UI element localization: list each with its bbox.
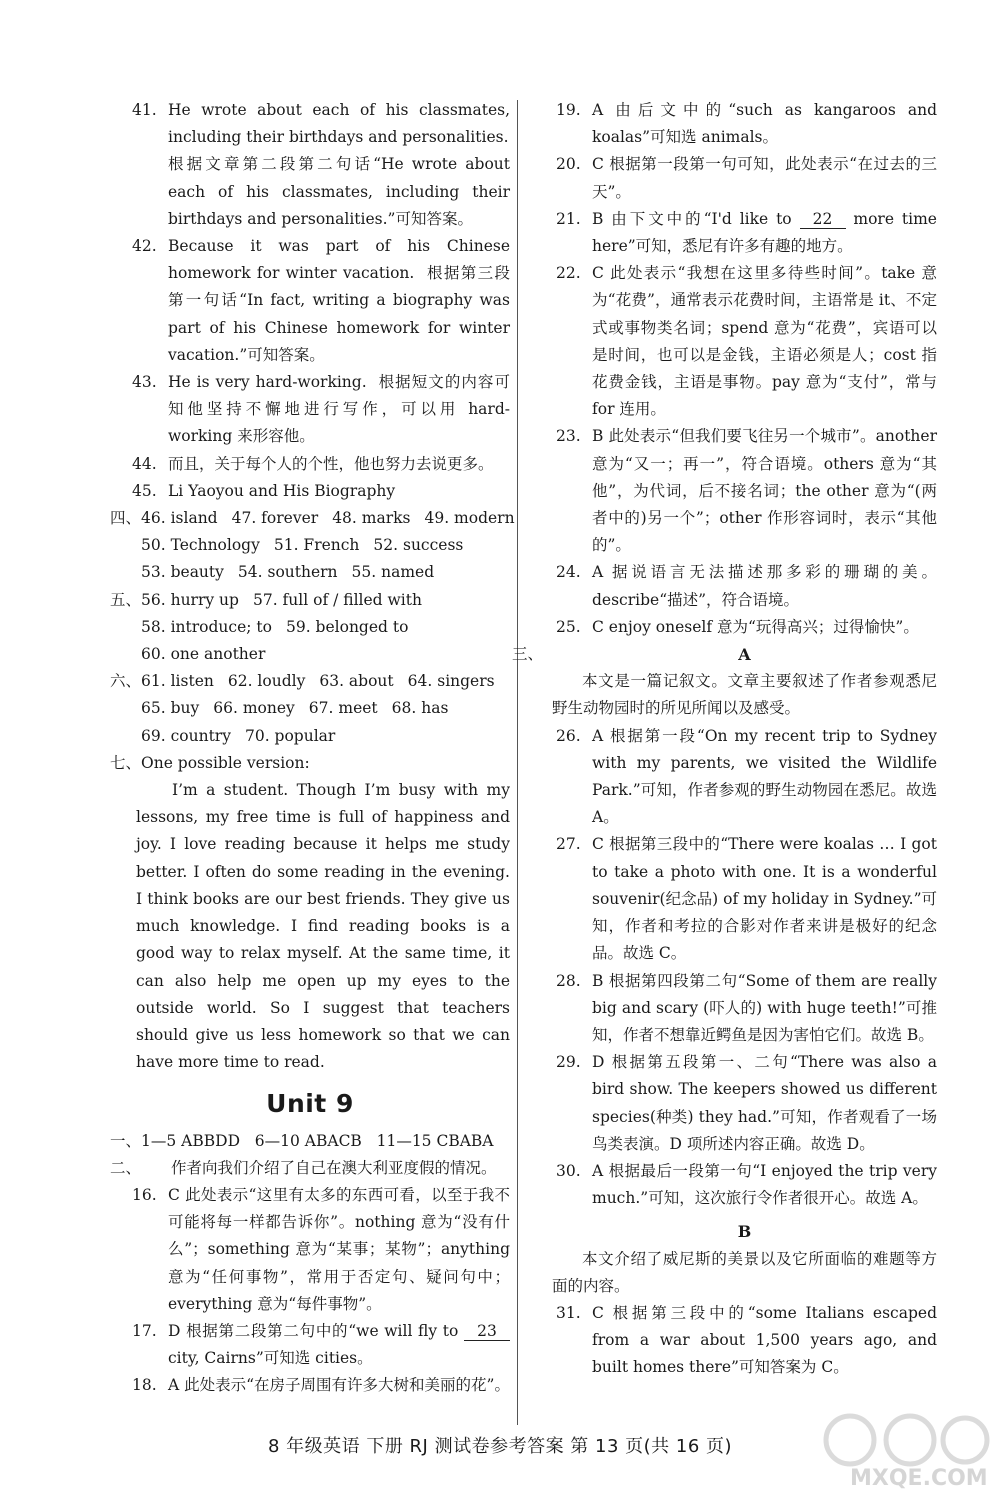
answer-item: 56. hurry up	[141, 590, 239, 609]
answer-item: 48. marks	[332, 509, 411, 528]
watermark-text: MXQE.COM	[850, 1466, 988, 1491]
explanation-text: A 根据第一段“On my recent trip to Sydney with my parents, we visited the Wildlife Park.”可知，作者参观的野生动物园在悉尼。故选 A。	[592, 726, 937, 827]
answer-item: 58. introduce; to	[141, 617, 272, 636]
column-divider	[517, 100, 518, 1425]
answer-19	[552, 97, 937, 151]
answer-22	[552, 260, 937, 423]
answer-item: 46. island	[141, 509, 218, 528]
explanation-text: D 根据第五段第一、二句“There was also a bird show. The keepers showed us different species(种类) they had.”可知，作者观看了一场鸟类表演。D 项所述内容正确。故选 D。	[592, 1053, 937, 1153]
question-number: 42.	[132, 237, 157, 256]
watermark-logo	[810, 1410, 990, 1500]
answer-item: 55. named	[351, 563, 435, 582]
answer-item: 61. listen	[141, 672, 214, 691]
section-six	[110, 668, 510, 750]
answer-row	[141, 505, 529, 532]
question-number: 44.	[132, 454, 157, 473]
question-number: 17.	[132, 1321, 157, 1340]
answer-row	[141, 668, 510, 695]
answer-31	[552, 1300, 937, 1382]
question-number: 24.	[556, 563, 581, 582]
question-number: 41.	[132, 101, 157, 119]
answer-item: 68. has	[391, 699, 449, 718]
section-four	[110, 505, 515, 587]
section-five	[110, 587, 510, 669]
sample-essay	[110, 777, 510, 1076]
answer-item: 60. one another	[141, 645, 266, 664]
question-number: 22.	[556, 264, 581, 283]
blank-number: 22	[800, 210, 846, 229]
answer-item: 53. beauty	[141, 563, 224, 582]
explanation-text: B 根据第四段第二句“Some of them are really big and scary (吓人的) with huge teeth!”可推知，作者不想靠近鳄鱼是因为害怕它们。故选 B。	[592, 971, 937, 1044]
answer-17	[110, 1318, 510, 1372]
explanation-text: 根据文章第二段第二句话“He wrote about each of his classmates, including their birthdays and personalities.”可知答案。	[168, 155, 510, 228]
version-label: One possible version:	[141, 753, 310, 772]
answer-43	[110, 369, 510, 451]
passage-intro: 作者向我们介绍了自己在澳大利亚度假的情况。	[171, 1158, 497, 1177]
unit-title: Unit 9	[266, 1089, 354, 1119]
section-mark: 五、	[110, 590, 142, 609]
answer-item: 69. country	[141, 726, 231, 745]
section-mark: 一、	[110, 1131, 142, 1150]
part-title: B	[737, 1222, 752, 1242]
answer-text: 而且，关于每个人的个性，他也努力去说更多。	[168, 454, 494, 473]
question-number: 28.	[556, 971, 581, 990]
answer-row: 1—5 ABBDD 6—10 ABACB 11—15 CBABA	[141, 1131, 494, 1150]
answer-item: 54. southern	[237, 563, 338, 582]
answer-item: 62. loudly	[227, 672, 306, 691]
explanation-text: C 此处表示“我想在这里多待些时间”。take 意为“花费”，通常表示花费时间，主语常是 it、不定式或事物类名词；spend 意为“花费”，宾语可以是时间，也可以是金钱，主语必须是人；cost 指花费金钱，主语是事物。pay 意为“支付”，常与 for 连用。	[592, 264, 937, 419]
answer-text: Li Yaoyou and His Biography	[168, 481, 396, 500]
answer-row	[141, 723, 510, 750]
answer-item: 51. French	[273, 536, 360, 555]
answer-row	[141, 559, 529, 586]
explanation-text: A 根据最后一段第一句“I enjoyed the trip very much.”可知，这次旅行令作者很开心。故选 A。	[592, 1161, 937, 1208]
section-mark: 六、	[110, 672, 142, 691]
explanation-text: A 据说语言无法描述那多彩的珊瑚的美。describe“描述”，符合语境。	[592, 563, 937, 609]
right-column	[512, 97, 937, 1382]
section-mark: 三、	[512, 645, 544, 664]
explanation-text: 根据短文的内容可知他坚持不懈地进行写作，可以用 hard-working 来形容他。	[168, 373, 510, 446]
part-title: A	[738, 645, 751, 665]
answer-16	[110, 1182, 510, 1318]
answer-44	[110, 451, 510, 478]
answer-row	[141, 641, 510, 668]
essay-text: I’m a student. Though I’m busy with my lessons, my free time is full of happiness and joy. I love reading because it helps me study better. I often do some reading in the evening. I think books are our best friends. They give us much knowledge. I find reading books is a good way to relax myself. At the same time, it can also help me open up my eyes to the outside world. So I suggest that teachers should give us less homework so that we can have more time to read.	[136, 781, 510, 1072]
watermark-icon	[810, 1410, 990, 1470]
left-column	[110, 97, 515, 1400]
explanation-text: A 此处表示“在房子周围有许多大树和美丽的花”。	[168, 1376, 510, 1395]
answer-23	[552, 423, 937, 559]
answer-41	[110, 97, 510, 233]
section-one	[110, 1128, 510, 1155]
answer-row	[141, 614, 510, 641]
passage-intro: 本文是一篇记叙文。文章主要叙述了作者参观悉尼野生动物园时的所见所闻以及感受。	[552, 672, 937, 718]
section-two	[110, 1155, 510, 1182]
section-seven	[110, 750, 510, 777]
answer-item: 65. buy	[141, 699, 200, 718]
answer-item: 64. singers	[407, 672, 495, 691]
question-number: 18.	[132, 1376, 157, 1395]
question-number: 27.	[556, 835, 581, 854]
question-number: 20.	[556, 155, 581, 174]
answer-row	[141, 532, 529, 559]
explanation-text: city, Cairns”可知选 cities。	[168, 1349, 373, 1368]
answer-item: 47. forever	[231, 509, 319, 528]
question-number: 30.	[556, 1161, 581, 1180]
answer-42	[110, 233, 510, 369]
answer-text: He is very hard-working.	[168, 373, 367, 392]
answer-item: 50. Technology	[141, 536, 260, 555]
section-mark: 二、	[110, 1158, 142, 1177]
explanation-text: C 根据第三段中的“some Italians escaped from a war about 1,500 years ago, and built homes there”可知答案为 C。	[592, 1303, 937, 1377]
answer-item: 67. meet	[308, 699, 378, 718]
question-number: 16.	[132, 1185, 157, 1204]
explanation-text: 根据第三段第一句话“In fact, writing a biography was part of his Chinese homework for winter vacation.”可知答案。	[168, 264, 510, 364]
answer-20	[552, 151, 937, 205]
question-number: 25.	[556, 617, 581, 636]
answer-24	[552, 559, 937, 613]
answer-row	[141, 695, 510, 722]
answer-text: Because it was part of his Chinese homework for winter vacation.	[168, 237, 510, 283]
page-footer: 8 年级英语 下册 RJ 测试卷参考答案 第 13 页(共 16 页)	[267, 1436, 733, 1457]
question-number: 31.	[556, 1303, 581, 1322]
answer-item: 59. belonged to	[285, 617, 409, 636]
answer-item: 70. popular	[244, 726, 336, 745]
question-number: 21.	[556, 209, 581, 228]
question-number: 23.	[556, 427, 581, 446]
answer-item: 57. full of / filled with	[252, 590, 422, 609]
blank-number: 23	[464, 1322, 510, 1341]
answer-item: 52. success	[373, 536, 464, 555]
answer-45	[110, 478, 510, 505]
explanation-text: more time here”可知，悉尼有许多有趣的地方。	[592, 209, 937, 256]
answer-text: He wrote about each of his classmates, including their birthdays and personalities.	[168, 101, 510, 147]
question-number: 43.	[132, 373, 157, 392]
question-number: 26.	[556, 726, 581, 745]
passage-intro: 本文介绍了威尼斯的美景以及它所面临的难题等方面的内容。	[552, 1249, 937, 1295]
explanation-text: B 此处表示“但我们要飞往另一个城市”。another 意为“又一；再一”，符合语境。others 意为“其他”，为代词，后不接名词；the other 意为“(两者中的)另一个”；other 作形容词时，表示“其他的”。	[592, 427, 937, 555]
explanation-text: C 根据第一段第一句可知，此处表示“在过去的三天”。	[592, 155, 937, 201]
answer-item: 66. money	[213, 699, 295, 718]
answer-18	[110, 1372, 510, 1399]
explanation-text: D 根据第二段第二句中的“we will fly to	[168, 1321, 459, 1340]
answer-item: 63. about	[319, 672, 394, 691]
answer-29	[552, 1049, 937, 1158]
answer-27	[552, 831, 937, 967]
question-number: 19.	[556, 101, 581, 119]
question-number: 45.	[132, 481, 157, 500]
answer-item: 49. modern	[424, 509, 515, 528]
answer-25	[552, 614, 937, 641]
section-mark: 四、	[110, 509, 142, 528]
explanation-text: B 由下文中的“I'd like to	[592, 209, 792, 228]
answer-21	[552, 206, 937, 260]
answer-row	[141, 587, 510, 614]
explanation-text: C 根据第三段中的“There were koalas … I got to take a photo with one. It is a wonderful souvenir(纪念品) of my holiday in Sydney.”可知，作者和考拉的合影对作者来讲是极好的纪念品。故选 C。	[592, 835, 937, 963]
answer-28	[552, 968, 937, 1050]
section-three	[512, 641, 937, 668]
explanation-text: C 此处表示“这里有太多的东西可看，以至于我不可能将每一样都告诉你”。nothing 意为“没有什么”；something 意为“某事；某物”；anything 意为“任何事物”，常用于否定句、疑问句中；everything 意为“每件事物”。	[168, 1185, 510, 1313]
explanation-text: C enjoy oneself 意为“玩得高兴；过得愉快”。	[592, 617, 919, 636]
section-mark: 七、	[110, 753, 142, 772]
answer-30	[552, 1158, 937, 1212]
question-number: 29.	[556, 1053, 581, 1072]
explanation-text: A 由后文中的“such as kangaroos and koalas”可知选 animals。	[592, 101, 937, 147]
answer-26	[552, 723, 937, 832]
